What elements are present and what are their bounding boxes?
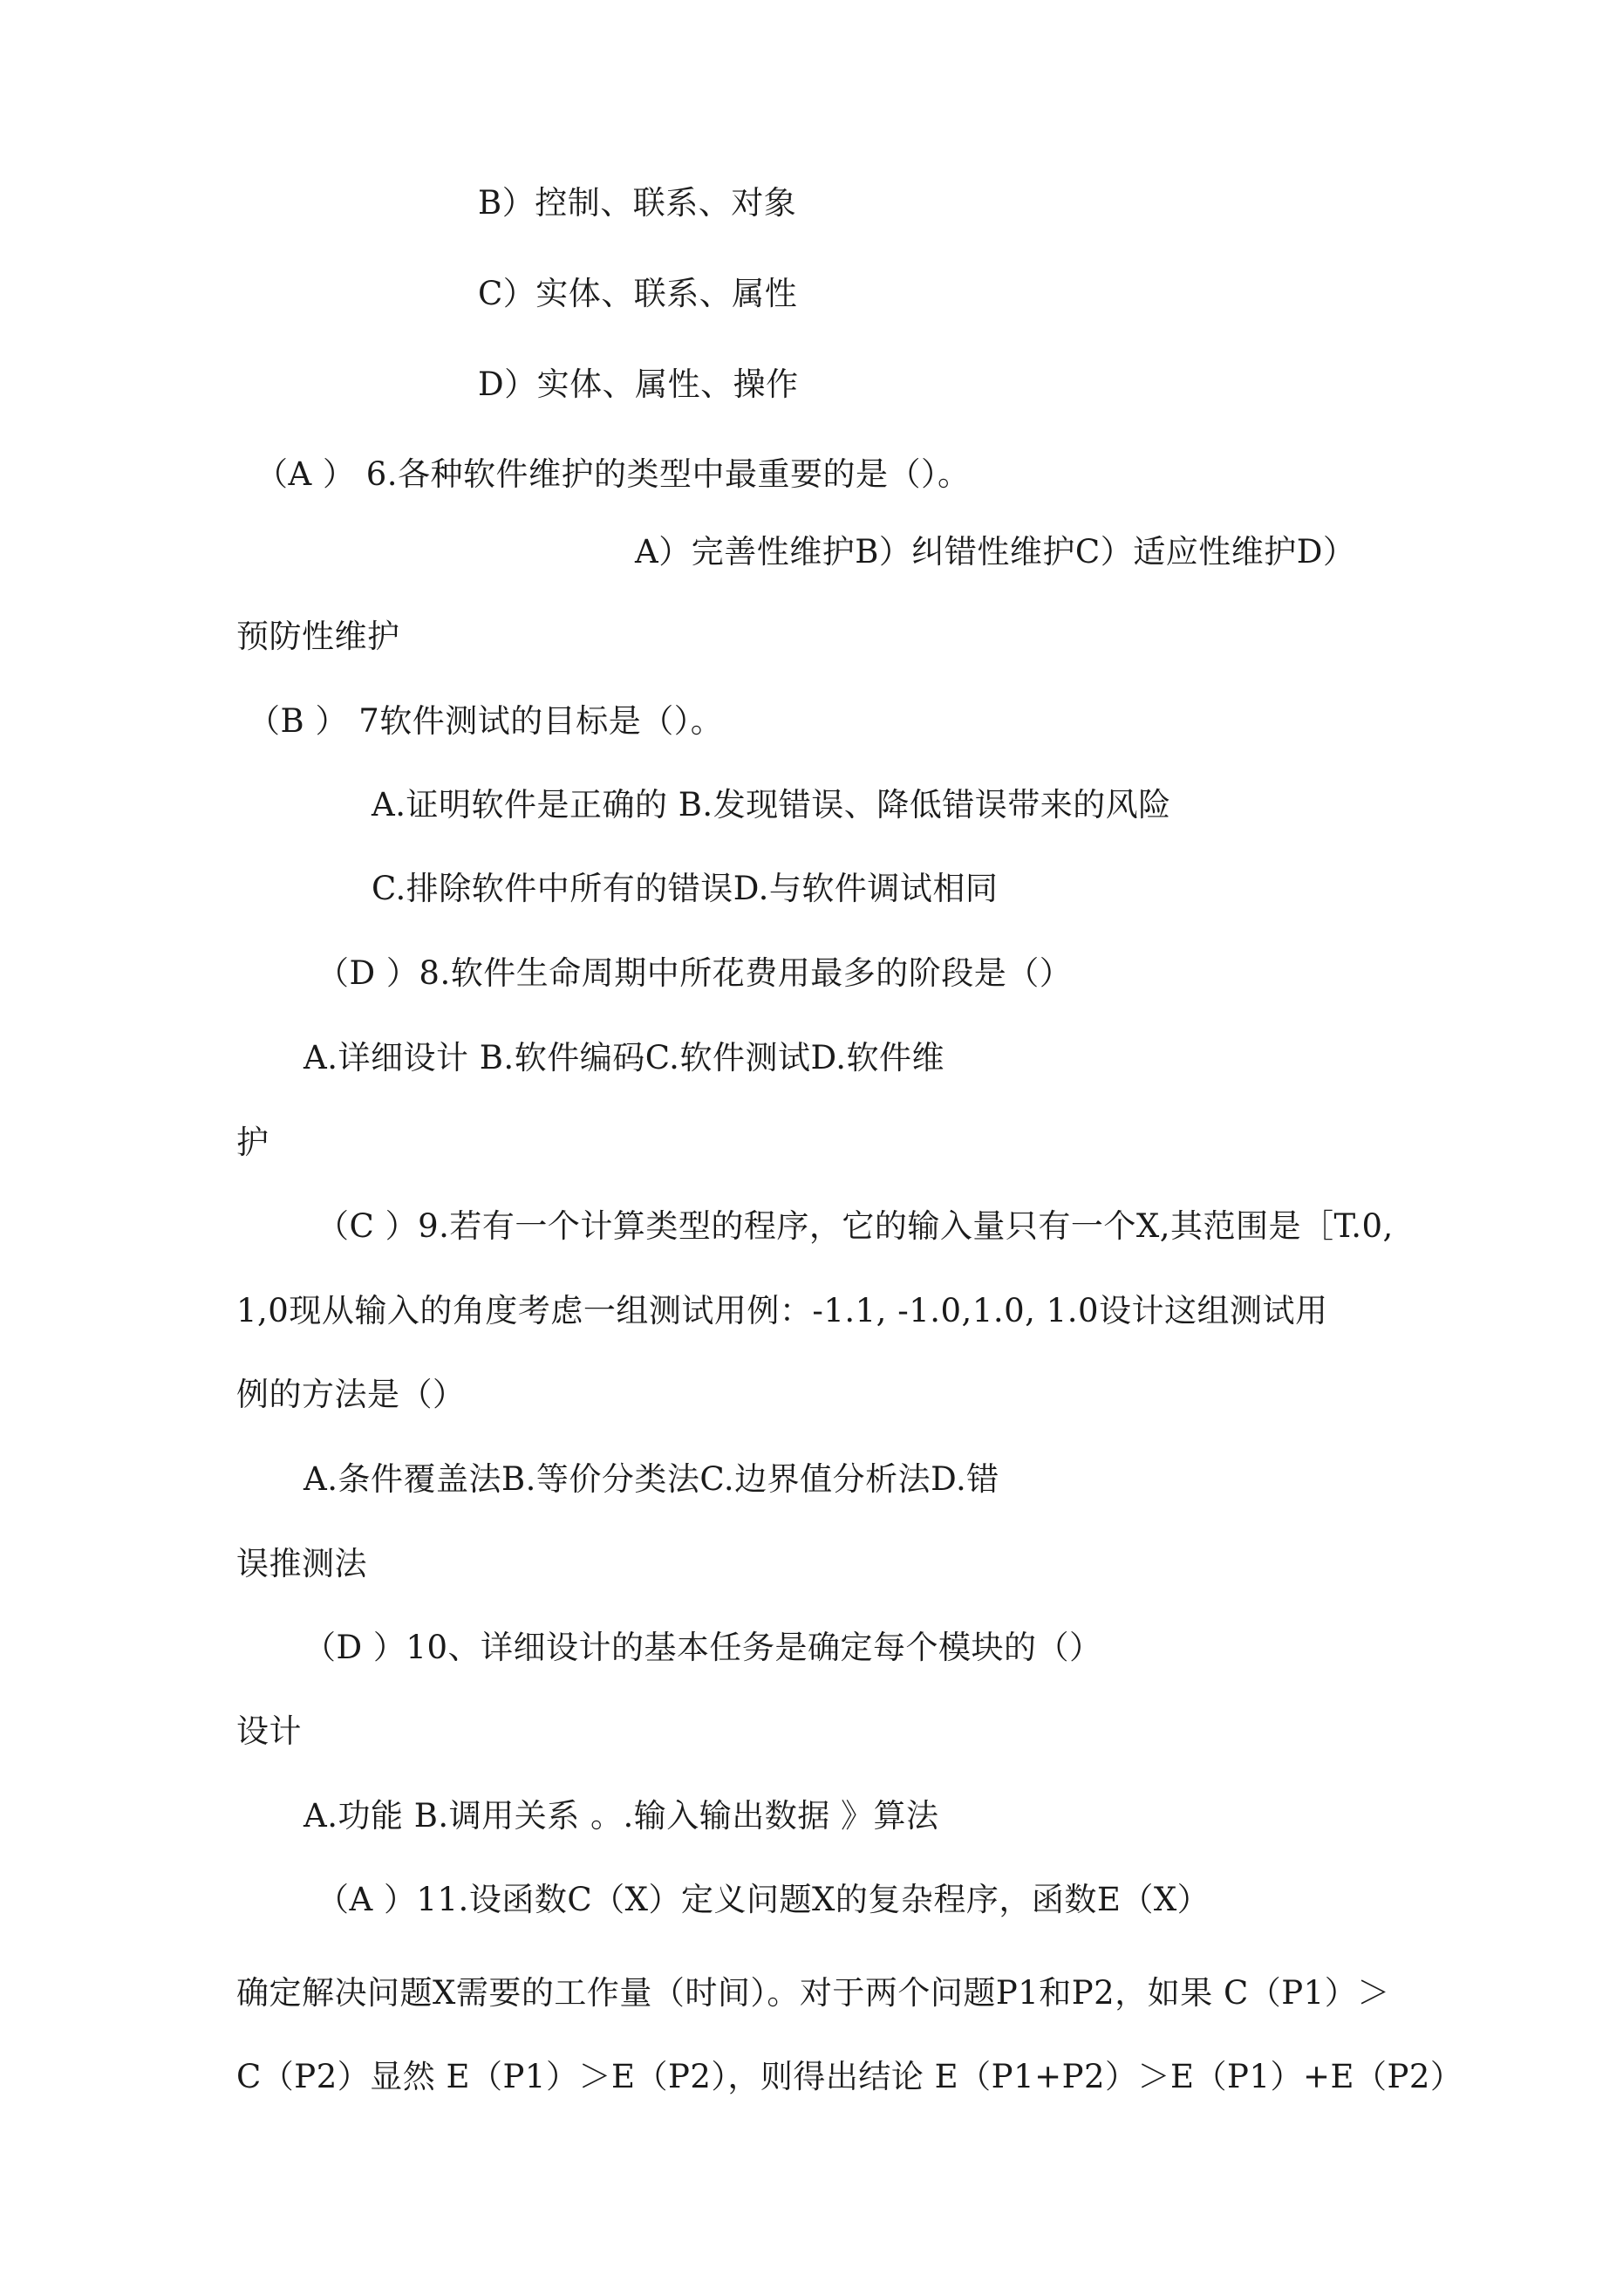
question-10: （D ）10、详细设计的基本任务是确定每个模块的（） [303, 1629, 1102, 1666]
question-9-cont-2: 例的方法是（） [236, 1376, 466, 1413]
question-9-options-cont: 误推测法 [236, 1545, 367, 1582]
option-b-line: B）控制、联系、对象 [478, 184, 797, 222]
question-6-options: A）完善性维护B）纠错性维护C）适应性维护D） [635, 533, 1356, 571]
question-6: （A ） 6.各种软件维护的类型中最重要的是（）。 [256, 455, 971, 493]
question-9-options: A.条件覆盖法B.等价分类法C.边界值分析法D.错 [303, 1460, 999, 1498]
question-11-cont-1: 确定解决问题X需要的工作量（时间）。对于两个问题P1和P2，如果 C（P1）＞ [236, 1974, 1390, 2012]
question-10-options: A.功能 B.调用关系 。.输入输出数据 》算法 [303, 1797, 939, 1835]
question-9-cont-1: 1,0现从输入的角度考虑一组测试用例：-1.1, -1.0,1.0, 1.0设计这组测试用 [236, 1292, 1328, 1329]
question-8: （D ）8.软件生命周期中所花费用最多的阶段是（） [317, 954, 1073, 992]
question-10-cont: 设计 [236, 1712, 302, 1750]
question-7-options-2: C.排除软件中所有的错误D.与软件调试相同 [372, 870, 999, 907]
question-11: （A ）11.设函数C（X）定义问题X的复杂程序，函数E（X） [317, 1881, 1210, 1918]
question-7: （B ） 7软件测试的目标是（）。 [248, 702, 724, 740]
option-c-line: C）实体、联系、属性 [478, 275, 798, 312]
question-9: （C ）9.若有一个计算类型的程序，它的输入量只有一个X,其范围是［T.0, [317, 1207, 1394, 1245]
option-d-line: D）实体、属性、操作 [478, 366, 799, 403]
question-7-options-1: A.证明软件是正确的 B.发现错误、降低错误带来的风险 [372, 786, 1171, 823]
question-6-options-cont: 预防性维护 [236, 618, 400, 655]
question-8-options-cont: 护 [236, 1124, 269, 1161]
question-8-options: A.详细设计 B.软件编码C.软件测试D.软件维 [303, 1039, 945, 1076]
question-11-cont-2: C（P2）显然 E（P1）＞E（P2），则得出结论 E（P1+P2）＞E（P1）+E（P2） [236, 2058, 1463, 2095]
